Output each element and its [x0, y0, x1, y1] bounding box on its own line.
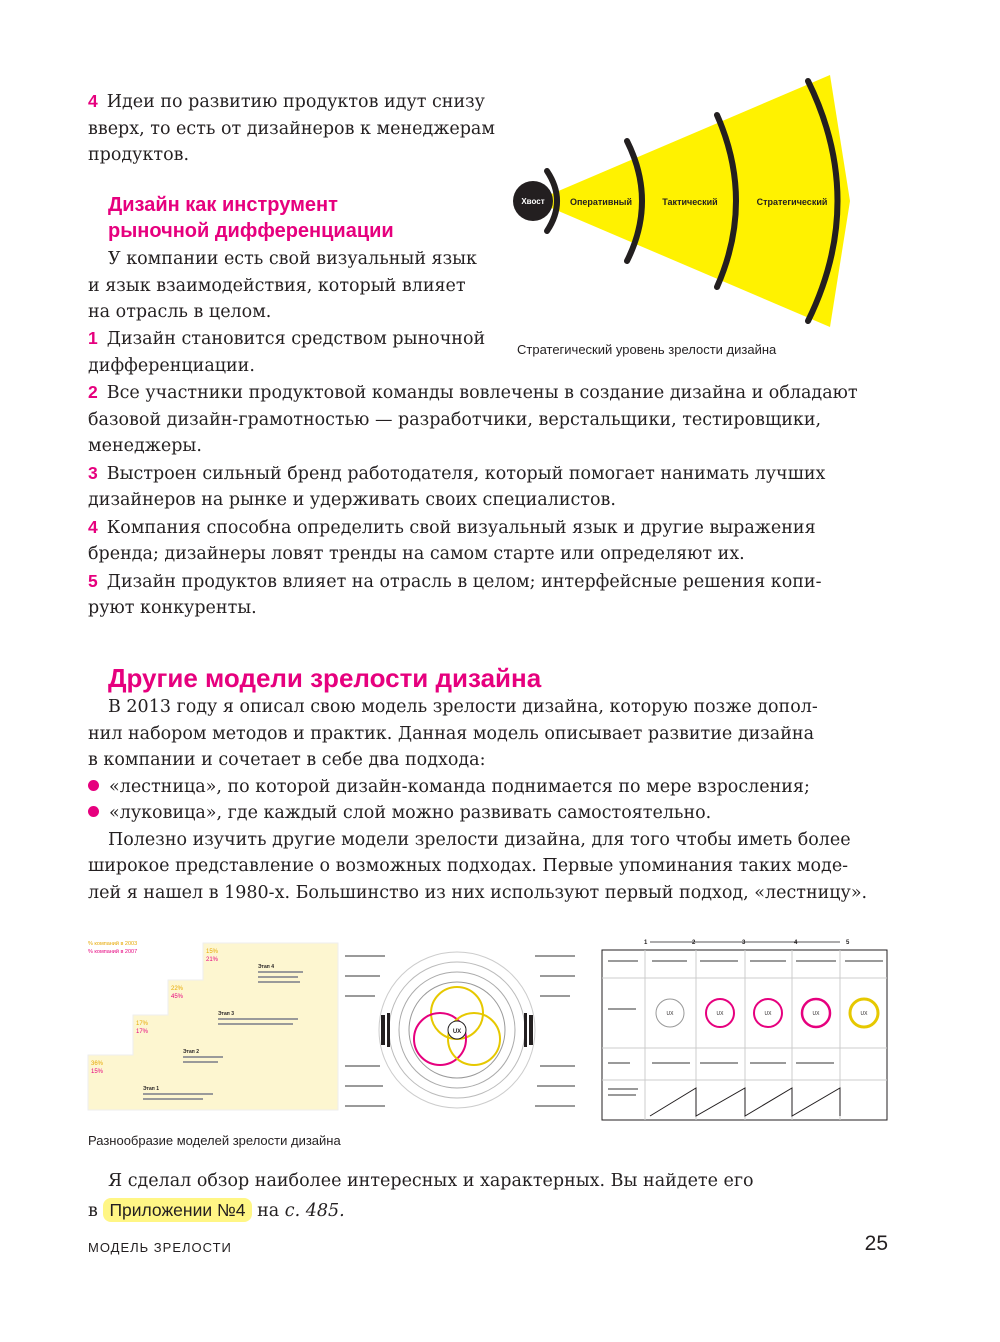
intro-item [88, 88, 495, 169]
stair-label: Этап 2 [183, 1049, 199, 1055]
closing-paragraph [88, 1168, 754, 1224]
stair-value: 22% [171, 986, 184, 992]
bullet-item [88, 774, 867, 801]
stair-value: 21% [206, 957, 219, 963]
text-line: В 2013 году я описал свою модель зрелости дизайна, которую позже допол- [108, 697, 818, 717]
table-step: 4 [794, 940, 798, 946]
text-line: Дизайн продуктов влияет на отрасль в целом; интерфейсные решения копи- [106, 571, 822, 592]
bullet-dot [88, 806, 99, 817]
table-circle-label: UX [764, 1011, 772, 1017]
text-line: У компании есть свой визуальный язык [108, 249, 477, 269]
text-line: лей я нашел в 1980-х. Большинство из них используют первый подход, «лестницу». [88, 882, 868, 903]
stairs-model-thumbnail [88, 935, 338, 1125]
appendix-link[interactable]: Приложении №4 [103, 1198, 251, 1222]
item-number: 3 [88, 462, 98, 483]
text-line: Все участники продуктовой команды вовлечены в создание дизайна и обладают [106, 383, 858, 403]
text-line: широкое представление о возможных подходах. Первые упоминания таких моде- [88, 856, 849, 876]
text-line: продуктов. [88, 145, 190, 165]
table-step: 1 [644, 940, 648, 946]
page-number: 25 [864, 1232, 888, 1255]
text-line: «лестница», по которой дизайн-команда поднимается по мере взросления; [109, 776, 810, 797]
table-model-thumbnail [600, 938, 890, 1123]
numbered-list [88, 325, 858, 622]
text-line: Дизайн становится средством рыночной [106, 329, 486, 349]
stairs-legend-2003: % компаний в 2003 [88, 941, 138, 947]
stair-value: 15% [91, 1069, 104, 1075]
list-item [88, 379, 858, 460]
stair-label: Этап 1 [143, 1086, 159, 1092]
stair-value: 36% [91, 1061, 104, 1067]
section2-paragraph [88, 694, 867, 906]
table-circle-label: UX [860, 1011, 868, 1017]
label-strategic: Стратегический [756, 197, 828, 207]
section-title: Другие модели зрелости дизайна [108, 663, 542, 693]
text-line: вверх, то есть от дизайнеров к менеджерам [88, 118, 495, 139]
table-circle-label: UX [716, 1011, 724, 1017]
label-tail: Хвост [521, 197, 545, 206]
text-line: базовой дизайн-грамотностью — разработчики, верстальщики, тестировщики, [88, 409, 822, 430]
onion-model-thumbnail [345, 935, 575, 1125]
text-line: и язык взаимодействия, который влияет [88, 275, 466, 296]
label-tactical: Тактический [662, 197, 718, 207]
page-reference: с. 485. [284, 1200, 345, 1221]
text-line: бренда; дизайнеры ловят тренды на самом старте или определяют их. [88, 544, 745, 564]
label-operational: Оперативный [569, 197, 633, 207]
text-line: Идеи по развитию продуктов идут снизу [106, 92, 485, 112]
list-item [88, 460, 858, 514]
stair-value: 17% [136, 1021, 149, 1027]
text-line: Полезно изучить другие модели зрелости дизайна, для того чтобы иметь более [108, 829, 851, 850]
item-number: 1 [88, 328, 98, 348]
stair-value: 17% [136, 1029, 149, 1035]
text-line: дизайнеров на рынке и удерживать своих специалистов. [88, 490, 616, 510]
stair-label: Этап 3 [218, 1011, 234, 1017]
text-line: дифференциации. [88, 355, 255, 376]
onion-center-label: UX [452, 1029, 462, 1035]
table-circle-label: UX [812, 1011, 820, 1017]
text-line: на отрасль в целом. [88, 302, 272, 322]
stairs-legend-2007: % компаний в 2007 [88, 949, 138, 955]
item-number: 4 [88, 516, 98, 537]
bullet-dot [88, 780, 99, 791]
text-line: Я сделал обзор наиболее интересных и характерных. Вы найдете его [108, 1171, 754, 1191]
funnel-caption: Стратегический уровень зрелости дизайна [517, 342, 777, 357]
table-circle-label: UX [666, 1011, 674, 1017]
section-intro [88, 246, 477, 326]
stair-value: 45% [171, 994, 184, 1000]
text-line: Выстроен сильный бренд работодателя, который помогает нанимать лучших [106, 463, 826, 484]
item-number: 4 [88, 91, 98, 111]
text-line: «луковица», где каждый слой можно развивать самостоятельно. [109, 803, 712, 823]
text-line: менеджеры. [88, 436, 202, 456]
models-caption: Разнообразие моделей зрелости дизайна [88, 1133, 341, 1148]
stairs-shape [88, 943, 338, 1110]
table-step: 3 [742, 940, 746, 946]
text-fragment: в [88, 1200, 98, 1221]
item-number: 2 [88, 382, 98, 402]
list-item [88, 514, 858, 568]
maturity-funnel-diagram [505, 75, 865, 335]
footer-section-title: МОДЕЛЬ ЗРЕЛОСТИ [88, 1240, 232, 1255]
item-number: 5 [88, 570, 98, 591]
table-step: 2 [692, 940, 696, 946]
heading-line: Дизайн как инструмент [108, 194, 338, 216]
text-line: в компании и сочетает в себе два подхода: [88, 750, 486, 770]
heading-line: рыночной дифференциации [108, 220, 394, 242]
text-line: нил набором методов и практик. Данная модель описывает развитие дизайна [88, 723, 815, 744]
bullet-item [88, 800, 867, 827]
stair-label: Этап 4 [258, 964, 274, 970]
text-line: Компания способна определить свой визуальный язык и другие выражения [106, 517, 816, 538]
text-line: руют конкуренты. [88, 598, 257, 618]
list-item [88, 568, 858, 622]
stair-value: 15% [206, 949, 219, 955]
section-heading [108, 192, 394, 244]
text-fragment: на [257, 1200, 280, 1221]
table-step: 5 [846, 940, 850, 946]
